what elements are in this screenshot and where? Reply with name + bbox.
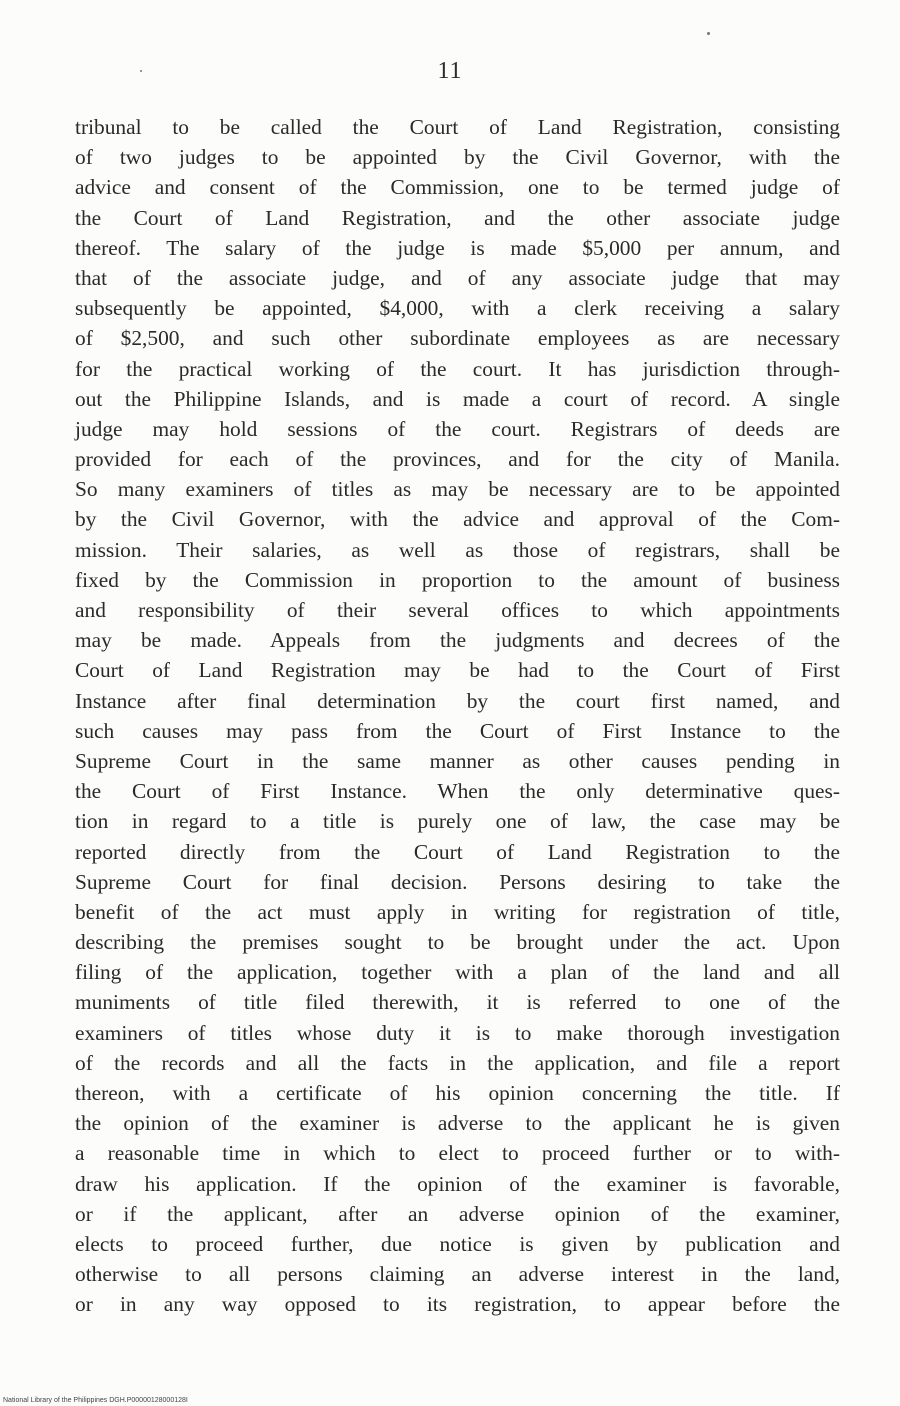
text-line: benefit of the act must apply in writing for registration of title, xyxy=(75,899,840,924)
text-line: mission. Their salaries, as well as those of registrars, shall be xyxy=(75,537,840,562)
text-line: of two judges to be appointed by the Civil Governor, with the xyxy=(75,145,840,170)
text-line: for the practical working of the court. It has jurisdiction through- xyxy=(75,356,840,381)
text-line: judge may hold sessions of the court. Registrars of deeds are xyxy=(75,416,840,441)
text-line: draw his application. If the opinion of the examiner is favorable, xyxy=(75,1171,840,1196)
text-line: tribunal to be called the Court of Land Registration, consisting xyxy=(75,115,840,139)
text-line: tion in regard to a title is purely one of law, the case may be xyxy=(75,809,840,834)
text-line: filing of the application, together with a plan of the land and all xyxy=(75,960,840,985)
text-line: elects to proceed further, due notice is given by publication and xyxy=(75,1231,840,1256)
text-line: the Court of Land Registration, and the other associate judge xyxy=(75,205,840,230)
text-line: reported directly from the Court of Land Registration to the xyxy=(75,839,840,864)
text-line: otherwise to all persons claiming an adverse interest in the land, xyxy=(75,1262,840,1287)
text-line: or if the applicant, after an adverse opinion of the examiner, xyxy=(75,1201,840,1226)
text-line: advice and consent of the Commission, one to be termed judge of xyxy=(75,175,840,200)
text-line: out the Philippine Islands, and is made a court of record. A single xyxy=(75,386,840,411)
text-line: a reasonable time in which to elect to proceed further or to with- xyxy=(75,1141,840,1166)
text-line: thereof. The salary of the judge is made $5,000 per annum, and xyxy=(75,235,840,260)
text-line: of $2,500, and such other subordinate employees as are necessary xyxy=(75,326,840,351)
scan-speck xyxy=(707,32,710,35)
text-line: describing the premises sought to be brought under the act. Upon xyxy=(75,930,840,955)
text-line: such causes may pass from the Court of First Instance to the xyxy=(75,718,840,743)
text-line: Instance after final determination by the court first named, and xyxy=(75,688,840,713)
text-line: muniments of title filed therewith, it is referred to one of the xyxy=(75,990,840,1015)
text-line: examiners of titles whose duty it is to make thorough investigation xyxy=(75,1020,840,1045)
text-line: thereon, with a certificate of his opinion concerning the title. If xyxy=(75,1081,840,1105)
text-line: that of the associate judge, and of any associate judge that may xyxy=(75,265,840,290)
text-line: provided for each of the provinces, and for the city of Manila. xyxy=(75,447,840,472)
body-text xyxy=(75,112,840,1320)
text-line: of the records and all the facts in the application, and file a report xyxy=(75,1050,840,1075)
text-line: Supreme Court for final decision. Persons desiring to take the xyxy=(75,869,840,894)
text-line: the Court of First Instance. When the only determinative ques- xyxy=(75,779,840,804)
text-line: fixed by the Commission in proportion to the amount of business xyxy=(75,567,840,592)
text-line: or in any way opposed to its registration, to appear before the xyxy=(75,1292,840,1317)
text-line: may be made. Appeals from the judgments and decrees of the xyxy=(75,628,840,653)
page-number: 11 xyxy=(437,58,463,84)
library-footer-note: National Library of the Philippines DGH.P00000128000128I xyxy=(3,1397,188,1404)
text-line: and responsibility of their several offices to which appointments xyxy=(75,598,840,622)
text-line: by the Civil Governor, with the advice and approval of the Com- xyxy=(75,507,840,532)
text-line: Court of Land Registration may be had to the Court of First xyxy=(75,658,840,683)
text-line: the opinion of the examiner is adverse to the applicant he is given xyxy=(75,1111,840,1136)
text-line: Supreme Court in the same manner as other causes pending in xyxy=(75,748,840,773)
text-line: subsequently be appointed, $4,000, with a clerk receiving a salary xyxy=(75,296,840,321)
text-line: So many examiners of titles as may be necessary are to be appointed xyxy=(75,477,840,502)
